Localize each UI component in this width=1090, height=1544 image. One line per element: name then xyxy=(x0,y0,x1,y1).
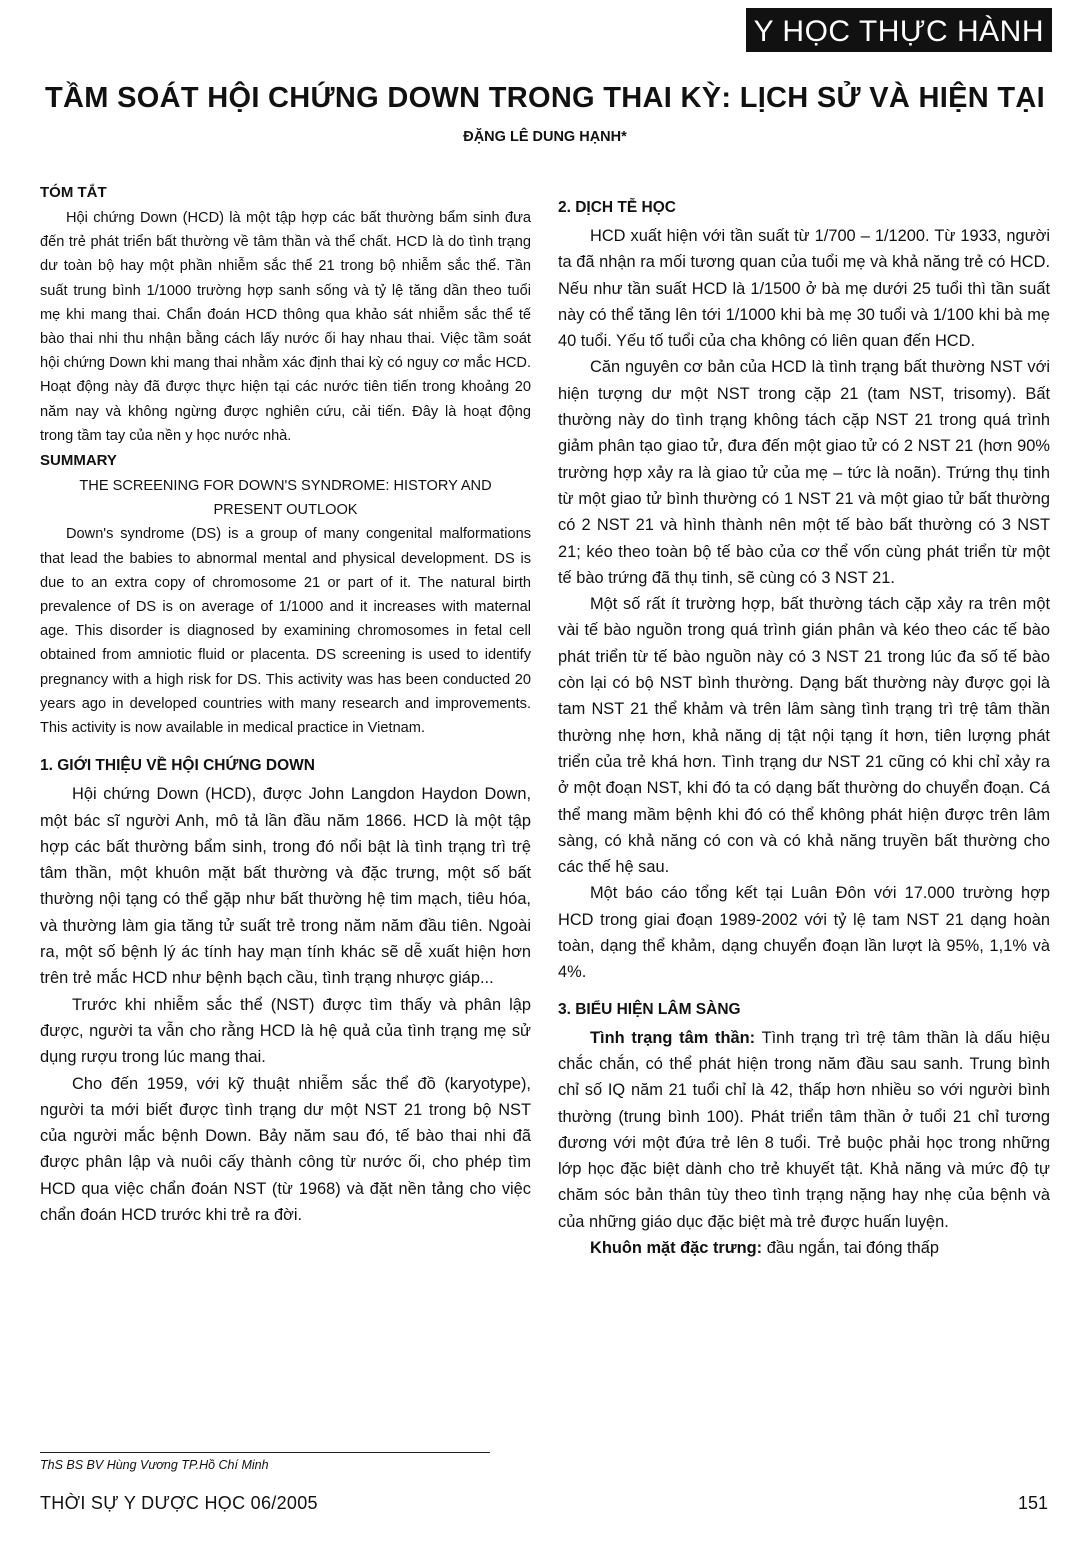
article-title: TẦM SOÁT HỘI CHỨNG DOWN TRONG THAI KỲ: LỊCH SỬ VÀ HIỆN TẠI xyxy=(45,82,1045,114)
article-author: ĐẶNG LÊ DUNG HẠNH* xyxy=(463,129,627,145)
section1-paragraph: Cho đến 1959, với kỹ thuật nhiễm sắc thể đồ (karyotype), người ta mới biết được tình trạng dư một NST 21 trong bộ NST của người mắc bệnh Down. Bảy năm sau đó, tế bào thai nhi đã được phân lập và nuôi cấy thành công từ nước ối, cho phép tìm HCD qua việc chẩn đoán NST (từ 1968) và đặt nền tảng cho việc chẩn đoán HCD trước khi trẻ ra đời. xyxy=(40,1074,531,1225)
section3-paragraph xyxy=(558,1235,1050,1261)
section3-lead-face: Khuôn mặt đặc trưng: xyxy=(590,1238,763,1257)
section-tag: Y HỌC THỰC HÀNH xyxy=(746,8,1052,52)
section1-heading: 1. GIỚI THIỆU VỀ HỘI CHỨNG DOWN xyxy=(40,757,315,775)
summary-subtitle-line2: PRESENT OUTLOOK xyxy=(213,502,358,519)
author-affiliation-footnote: ThS BS BV Hùng Vương TP.Hồ Chí Minh xyxy=(40,1458,269,1472)
section2-paragraph: HCD xuất hiện với tần suất từ 1/700 – 1/1200. Từ 1933, người ta đã nhận ra mối tương quan của tuổi mẹ và khả năng trẻ có HCD. Nếu như tần suất HCD là 1/1500 ở bà mẹ dưới 25 tuổi thì tần suất này có thể tăng lên tới 1/1000 khi bà mẹ 30 tuổi và 1/100 khi bà mẹ 40 tuổi. Yếu tố tuổi của cha không có liên quan đến HCD. xyxy=(558,227,1050,351)
section3-lead-mental: Tình trạng tâm thần: xyxy=(590,1028,756,1047)
section2-paragraph: Căn nguyên cơ bản của HCD là tình trạng bất thường NST với hiện tượng dư một NST trong cặp 21 (tam NST, trisomy). Bất thường này do tình trạng không tách cặp NST 21 trong quá trình giảm phân tạo giao tử, đưa đến một giao tử có 2 NST 21 (hơn 90% trường hợp xảy ra là giao tử của mẹ – tức là noãn). Trứng thụ tinh từ một giao tử bình thường có 1 NST 21 và một giao tử bất thường có 2 NST 21 và hình thành nên một tế bào bất thường có 3 NST 21; kéo theo toàn bộ tế bào của cơ thể vốn cùng phát triển từ một tế bào trứng đã thụ tinh, sẽ cùng có 3 NST 21. xyxy=(558,358,1050,587)
section3-text-mental: Tình trạng trì trệ tâm thần là dấu hiệu chắc chắn, có thể phát hiện trong năm đầu sau sanh. Trung bình chỉ số IQ năm 21 tuổi chỉ là 42, thấp hơn nhiều so với người bình thường (trung bình 100). Phát triển tâm thần ở tuổi 21 chỉ tương đương với một đứa trẻ lên 8 tuổi. Trẻ buộc phải học trong những lớp học đặc biệt dành cho trẻ khuyết tật. Khả năng và mức độ tự chăm sóc bản thân tùy theo tình trạng nặng hay nhẹ của bệnh và của những giáo dục đặc biệt mà trẻ được huấn luyện. xyxy=(558,1028,1050,1231)
section3-paragraph xyxy=(558,1025,1050,1235)
section3-heading: 3. BIỂU HIỆN LÂM SÀNG xyxy=(558,1000,741,1018)
abstract-heading: TÓM TẮT xyxy=(40,184,107,201)
summary-subtitle-line1: THE SCREENING FOR DOWN'S SYNDROME: HISTORY AND xyxy=(79,478,492,495)
summary-text: Down's syndrome (DS) is a group of many congenital malformations that lead the babies to abnormal mental and physical development. DS is due to an extra copy of chromosome 21 or part of it. The natural birth prevalence of DS is on average of 1/1000 and it increases with maternal age. This disorder is diagnosed by examining chromosomes in fetal cell obtained from amniotic fluid or placenta. DS screening is used to identify pregnancy with a high risk for DS. This activity was has been conducted 20 years ago in developed countries with many research and improvements. This activity is now available in medical practice in Vietnam. xyxy=(40,526,531,737)
section2-paragraph: Một báo cáo tổng kết tại Luân Đôn với 17.000 trường hợp HCD trong giai đoạn 1989-2002 với tỷ lệ tam NST 21 dạng hoàn toàn, dạng thể khảm, dạng chuyển đoạn lần lượt là 95%, 1,1% và 4%. xyxy=(558,884,1050,982)
abstract-text: Hội chứng Down (HCD) là một tập hợp các bất thường bẩm sinh đưa đến trẻ phát triển bất thường về tâm thần và thể chất. HCD là do tình trạng dư toàn bộ hay một phần nhiễm sắc thể 21 trong bộ nhiễm sắc thể. Tần suất trung bình 1/1000 trường hợp sanh sống và tỷ lệ tăng dần theo tuổi mẹ khi mang thai. Chẩn đoán HCD thông qua khảo sát nhiễm sắc thể tế bào thai nhi thu nhận bằng cách lấy nước ối hay nhau thai. Việc tầm soát hội chứng Down khi mang thai nhằm xác định thai kỳ có nguy cơ mắc HCD. Hoạt động này đã được thực hiện tại các nước tiên tiến trong khoảng 20 năm nay và không ngừng được nghiên cứu, cải tiến. Đây là hoạt động trong tầm tay của nền y học nước nhà. xyxy=(40,210,531,444)
section1-paragraph: Trước khi nhiễm sắc thể (NST) được tìm thấy và phân lập được, người ta vẫn cho rằng HCD là hệ quả của tình trạng mẹ sử dụng rượu trong lúc mang thai. xyxy=(40,995,531,1067)
right-column xyxy=(558,196,1050,1261)
section2-heading: 2. DỊCH TỄ HỌC xyxy=(558,199,676,216)
summary-heading: SUMMARY xyxy=(40,452,117,470)
section3-text-face: đầu ngắn, tai đóng thấp xyxy=(762,1238,939,1257)
section2-paragraph: Một số rất ít trường hợp, bất thường tách cặp xảy ra trên một vài tế bào nguồn trong quá trình gián phân và kéo theo các tế bào phát triển từ tế bào nguồn này có 3 NST 21 trong lúc đa số tế bào còn lại có bộ NST bình thường. Dạng bất thường này được gọi là tam NST 21 thể khảm và trên lâm sàng tình trạng trì trệ tâm thần thường nhẹ hơn, khả năng dị tật nội tạng ít hơn, tiên lượng phát triển của trẻ khá hơn. Tình trạng dư NST 21 cũng có khi chỉ xảy ra ở một đoạn NST, khi đó ta có dạng bất thường do chuyển đoạn. Cá thể mang mầm bệnh khi đó có thể không phát hiện được trên lâm sàng, có khả năng có con và có khả năng truyền bất thường cho các thế hệ sau. xyxy=(558,595,1050,877)
page-number: 151 xyxy=(1017,1493,1048,1513)
left-column xyxy=(40,182,531,1228)
footnote-divider xyxy=(40,1452,490,1453)
journal-footer: THỜI SỰ Y DƯỢC HỌC 06/2005 xyxy=(40,1493,318,1513)
section1-paragraph: Hội chứng Down (HCD), được John Langdon Haydon Down, một bác sĩ người Anh, mô tả lần đầu năm 1866. HCD là một tập hợp các bất thường bẩm sinh, trong đó nổi bật là tình trạng trì trệ tâm thần, một khuôn mặt bất thường và đặc trưng, một số bất thường nội tạng có thể gặp như bất thường hệ tim mạch, tiêu hóa, và thường làm gia tăng tử suất trẻ trong năm năm đầu tiên. Ngoài ra, một số bệnh lý ác tính hay mạn tính khác sẽ dễ xuất hiện hơn trên trẻ mắc HCD như bệnh bạch cầu, tình trạng nhược giáp... xyxy=(40,785,531,988)
